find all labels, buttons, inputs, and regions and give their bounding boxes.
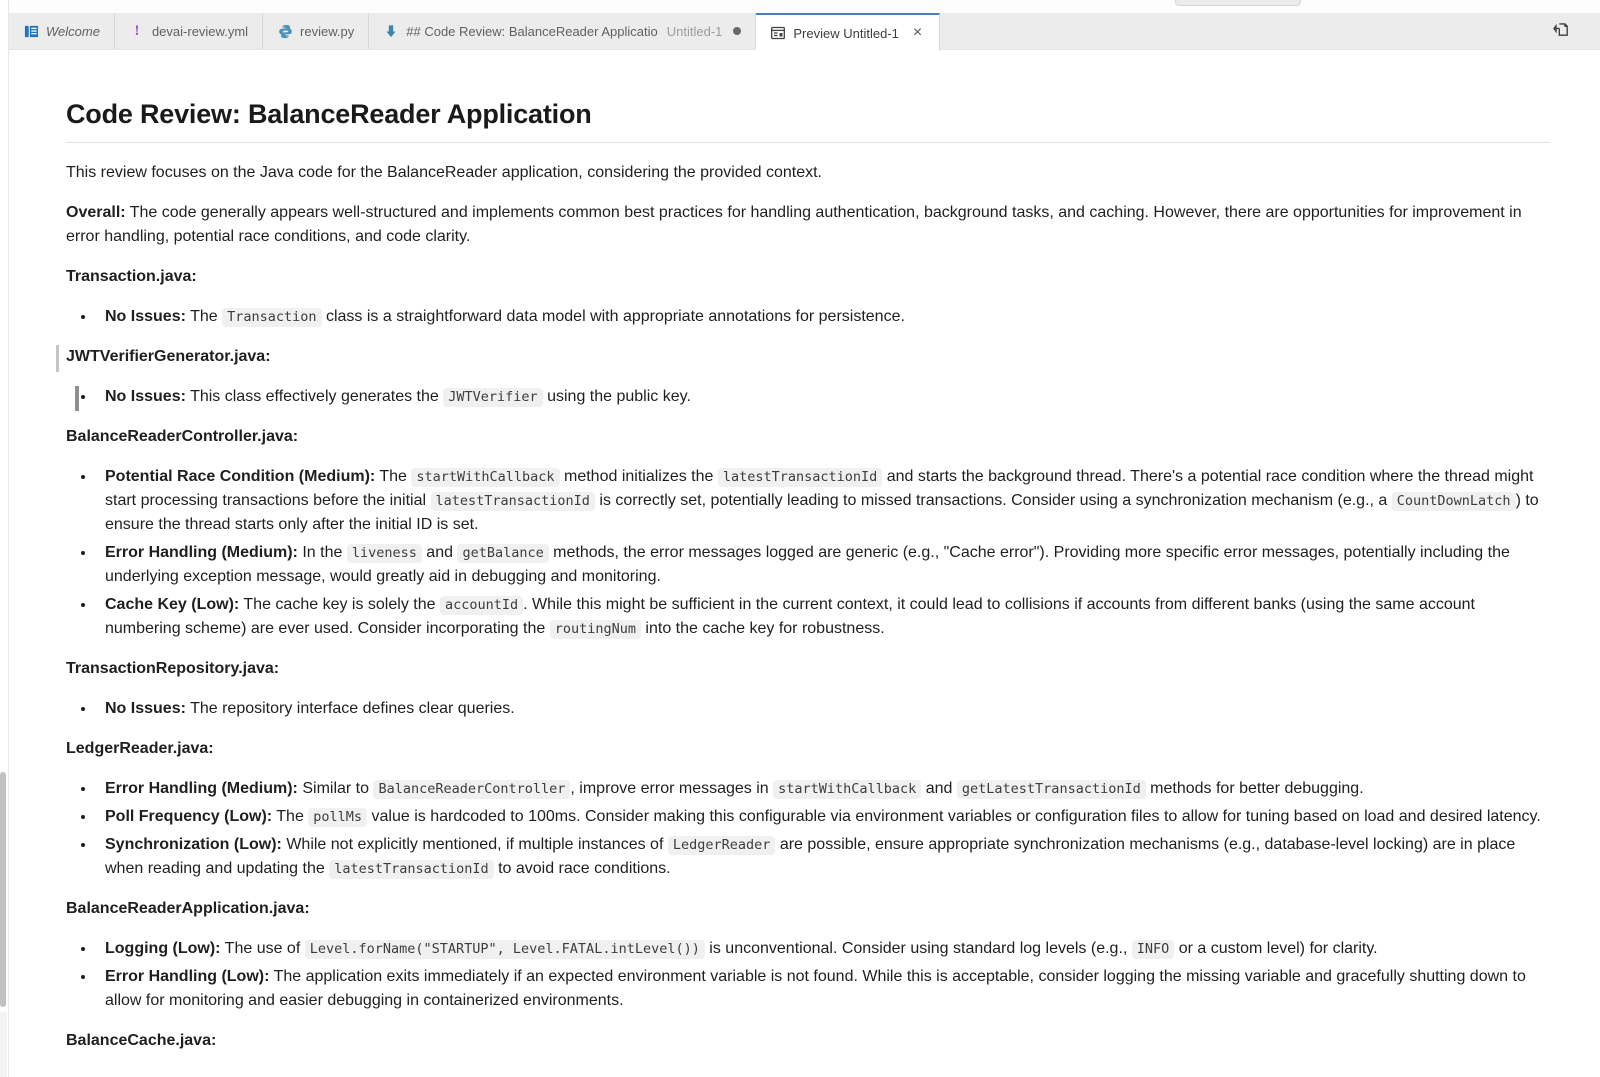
bold-text: No Issues: bbox=[105, 307, 186, 325]
text-run: Transaction.java: bbox=[66, 267, 197, 285]
text-run: ) to ensure the thread starts only after the initial ID is set. bbox=[105, 491, 1539, 533]
adjacent-pane-fill bbox=[0, 1012, 7, 1077]
text-run: . While this might be sufficient in the current context, it could lead to collisions if accounts from different banks (using the same account numbering scheme) are ever used. Consider incorporating the bbox=[105, 595, 1475, 637]
list-item bbox=[96, 805, 1550, 829]
inline-code: routingNum bbox=[550, 620, 641, 639]
text-run: using the public key. bbox=[542, 387, 691, 405]
text-run: TransactionRepository.java: bbox=[66, 659, 280, 677]
text-run: and bbox=[921, 779, 957, 797]
bold-text: Potential Race Condition (Medium): bbox=[105, 467, 376, 485]
issue-list bbox=[66, 305, 1550, 329]
bold-text: Synchronization (Low): bbox=[105, 835, 282, 853]
paragraph bbox=[66, 201, 1550, 249]
issue-list bbox=[66, 697, 1550, 721]
paragraph bbox=[66, 161, 1550, 185]
inline-code: latestTransactionId bbox=[431, 492, 595, 511]
bold-text: Error Handling (Medium): bbox=[105, 543, 298, 561]
text-run: and bbox=[421, 543, 458, 561]
tab-code-review-balancereader-applicatio[interactable] bbox=[369, 13, 756, 49]
text-run: methods, the error messages logged are generic (e.g., "Cache error"). Providing more specific error messages, potentially including the underlying exception message, would greatly aid in debugging and monitoring. bbox=[105, 543, 1510, 585]
inline-code: LedgerReader bbox=[668, 836, 776, 855]
section-heading bbox=[66, 1029, 1550, 1053]
section-heading bbox=[66, 265, 1550, 289]
list-item bbox=[96, 965, 1550, 1013]
preview-icon bbox=[770, 25, 786, 41]
tab-devai-review-yml[interactable] bbox=[115, 13, 263, 49]
inline-code: pollMs bbox=[308, 808, 367, 827]
editor-actions bbox=[1550, 13, 1572, 50]
yaml-icon: ! bbox=[134, 22, 140, 39]
text-run: The bbox=[375, 467, 412, 485]
text-run: This review focuses on the Java code for the BalanceReader application, considering the provided context. bbox=[66, 163, 822, 181]
markdown-preview bbox=[9, 50, 1600, 1077]
split-editor-button[interactable] bbox=[1550, 21, 1572, 43]
tab-review-py[interactable] bbox=[263, 13, 369, 49]
tab-label: ## Code Review: BalanceReader Applicatio bbox=[406, 23, 658, 39]
split-editor-icon bbox=[1552, 20, 1570, 43]
text-run: is unconventional. Consider using standard log levels (e.g., bbox=[704, 939, 1132, 957]
bold-text: Error Handling (Low): bbox=[105, 967, 270, 985]
text-run: methods for better debugging. bbox=[1145, 779, 1364, 797]
list-item bbox=[96, 697, 1550, 721]
text-run: The bbox=[185, 307, 223, 325]
bold-text: Overall: bbox=[66, 203, 126, 221]
bold-text: Poll Frequency (Low): bbox=[105, 807, 273, 825]
list-item bbox=[96, 593, 1550, 641]
inline-code: BalanceReaderController bbox=[373, 780, 570, 799]
inline-code: startWithCallback bbox=[411, 468, 559, 487]
issue-list bbox=[66, 385, 1550, 409]
issue-list bbox=[66, 777, 1550, 881]
list-item bbox=[96, 385, 1550, 409]
section-heading bbox=[66, 425, 1550, 449]
tab-preview-untitled-1[interactable] bbox=[756, 13, 940, 51]
inline-code: Level.forName("STARTUP", Level.FATAL.intLevel()) bbox=[305, 940, 705, 959]
list-item bbox=[96, 937, 1550, 961]
issue-list bbox=[66, 465, 1550, 641]
titlebar-spacer bbox=[9, 0, 1600, 13]
text-run: into the cache key for robustness. bbox=[640, 619, 885, 637]
text-run: or a custom level) for clarity. bbox=[1174, 939, 1378, 957]
inline-code: liveness bbox=[347, 544, 422, 563]
tab-label: review.py bbox=[300, 23, 355, 39]
tab-welcome[interactable] bbox=[9, 13, 115, 49]
text-run: value is hardcoded to 100ms. Consider making this configurable via environment variables or configuration files to allow for tuning based on load and desired latency. bbox=[367, 807, 1541, 825]
text-run: The application exits immediately if an expected environment variable is not found. While this is acceptable, consider logging the missing variable and gracefully shutting down to allow for monitoring and easier debugging in containerized environments. bbox=[105, 967, 1526, 1009]
text-run: The use of bbox=[220, 939, 305, 957]
text-run: The code generally appears well-structured and implements common best practices for handling authentication, background tasks, and caching. However, there are opportunities for improvement in error handling, potential race conditions, and code clarity. bbox=[66, 203, 1522, 245]
page-title: Code Review: BalanceReader Application bbox=[66, 94, 1550, 143]
markdown-icon bbox=[383, 23, 399, 39]
section-heading bbox=[66, 897, 1550, 921]
inline-code: latestTransactionId bbox=[718, 468, 882, 487]
text-run: and starts the background thread. There's a potential race condition where the thread might start processing transactions before the initial bbox=[105, 467, 1534, 509]
text-run: LedgerReader.java: bbox=[66, 739, 214, 757]
document-body bbox=[66, 161, 1550, 1053]
section-heading bbox=[66, 345, 1550, 369]
tab-suffix: Untitled-1 bbox=[666, 23, 723, 39]
bold-text: Cache Key (Low): bbox=[105, 595, 240, 613]
inline-code: accountId bbox=[440, 596, 523, 615]
editor-tab-bar bbox=[9, 13, 1600, 50]
text-run: to avoid race conditions. bbox=[493, 859, 671, 877]
text-run: BalanceReaderApplication.java: bbox=[66, 899, 310, 917]
text-run: Similar to bbox=[297, 779, 374, 797]
text-run: In the bbox=[297, 543, 347, 561]
close-icon[interactable]: × bbox=[912, 24, 923, 41]
list-item bbox=[96, 833, 1550, 881]
tab-label: Preview Untitled-1 bbox=[793, 25, 899, 41]
inline-code: getLatestTransactionId bbox=[957, 780, 1146, 799]
bold-text: No Issues: bbox=[105, 699, 186, 717]
text-run: is correctly set, potentially leading to missed transactions. Consider using a synchronization mechanism (e.g., a bbox=[594, 491, 1392, 509]
welcome-icon bbox=[23, 23, 39, 39]
modified-dot bbox=[733, 27, 741, 35]
adjacent-pane-edge bbox=[0, 0, 9, 1077]
list-item bbox=[96, 465, 1550, 537]
inline-code: INFO bbox=[1132, 940, 1175, 959]
section-heading bbox=[66, 657, 1550, 681]
bold-text: No Issues: bbox=[105, 387, 186, 405]
python-icon bbox=[277, 23, 293, 39]
text-run: The cache key is solely the bbox=[239, 595, 440, 613]
bold-text: Logging (Low): bbox=[105, 939, 221, 957]
text-run: The bbox=[272, 807, 309, 825]
text-run: This class effectively generates the bbox=[185, 387, 444, 405]
scrollbar-thumb[interactable] bbox=[0, 772, 6, 1007]
text-run: BalanceCache.java: bbox=[66, 1031, 217, 1049]
list-item bbox=[96, 541, 1550, 589]
inline-code: JWTVerifier bbox=[443, 388, 542, 407]
bold-text: Error Handling (Medium): bbox=[105, 779, 298, 797]
tab-label: Welcome bbox=[46, 23, 100, 39]
text-run: method initializes the bbox=[559, 467, 718, 485]
text-run: BalanceReaderController.java: bbox=[66, 427, 299, 445]
text-run: While not explicitly mentioned, if multiple instances of bbox=[281, 835, 668, 853]
text-run: JWTVerifierGenerator.java: bbox=[66, 347, 271, 365]
list-item bbox=[96, 305, 1550, 329]
overlay-fragment bbox=[1175, 0, 1301, 6]
tab-label: devai-review.yml bbox=[151, 23, 249, 39]
text-run: class is a straightforward data model with appropriate annotations for persistence. bbox=[321, 307, 905, 325]
inline-code: latestTransactionId bbox=[329, 860, 493, 879]
text-run: , improve error messages in bbox=[570, 779, 774, 797]
issue-list bbox=[66, 937, 1550, 1013]
inline-code: startWithCallback bbox=[773, 780, 921, 799]
inline-code: CountDownLatch bbox=[1392, 492, 1516, 511]
inline-code: getBalance bbox=[457, 544, 548, 563]
inline-code: Transaction bbox=[222, 308, 321, 327]
section-heading bbox=[66, 737, 1550, 761]
list-item bbox=[96, 777, 1550, 801]
text-run: are possible, ensure appropriate synchronization mechanisms (e.g., database-level locking) are in place when reading and updating the bbox=[105, 835, 1516, 877]
text-run: The repository interface defines clear queries. bbox=[185, 699, 515, 717]
